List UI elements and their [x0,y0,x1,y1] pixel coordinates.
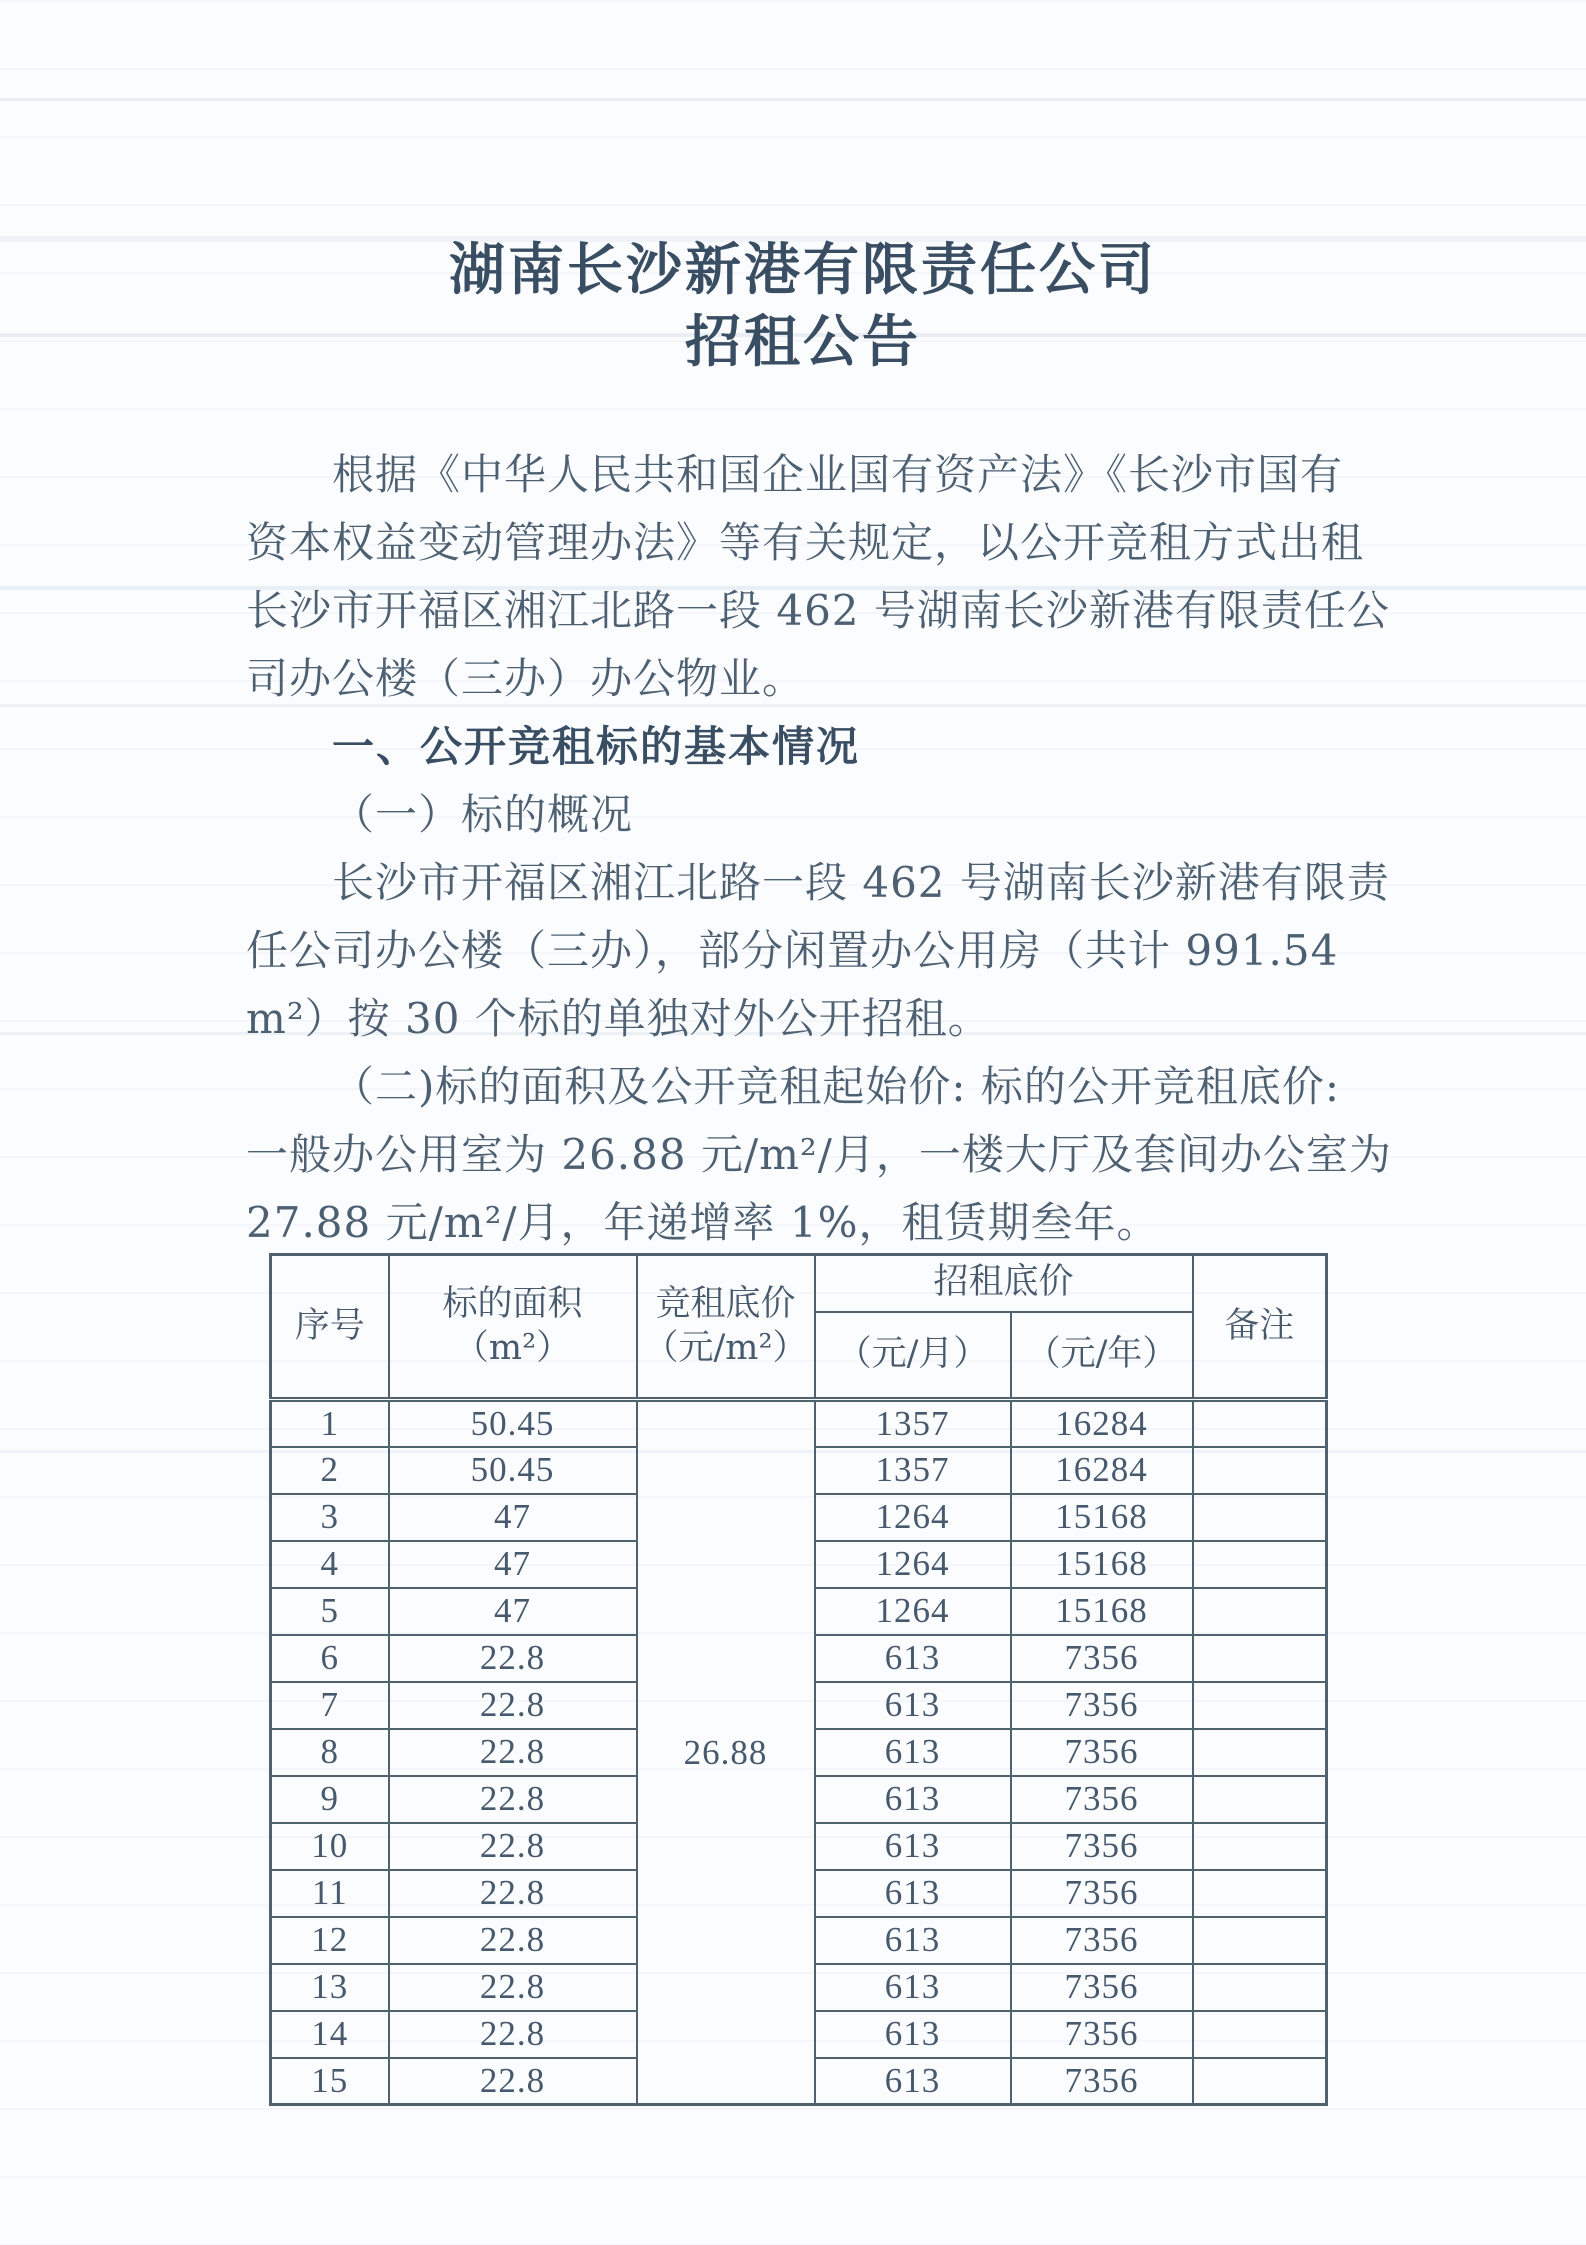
title-notice-type: 招租公告 [685,309,921,375]
cell-year: 7356 [1011,1729,1193,1776]
col-header-remark: 备注 [1193,1255,1327,1400]
body-line: 司办公楼（三办）办公物业。 [246,654,806,703]
cell-remark [1193,1541,1327,1588]
col-header-area [389,1255,637,1400]
cell-year: 15168 [1011,1588,1193,1635]
subsection-heading-1: （一）标的概况 [332,790,634,839]
cell-remark [1193,1400,1327,1447]
cell-month: 613 [815,1635,1011,1682]
cell-year: 15168 [1011,1541,1193,1588]
cell-month: 613 [815,1870,1011,1917]
cell-remark [1193,1447,1327,1494]
body-line: 资本权益变动管理办法》等有关规定，以公开竞租方式出租 [246,518,1365,567]
cell-remark [1193,1729,1327,1776]
cell-month: 613 [815,1917,1011,1964]
cell-year: 7356 [1011,1964,1193,2011]
cell-area: 50.45 [389,1447,637,1494]
body-line: 长沙市开福区湘江北路一段 462 号湖南长沙新港有限责任公 [246,586,1390,635]
cell-remark [1193,1870,1327,1917]
cell-area: 22.8 [389,2011,637,2058]
cell-no: 13 [271,1964,389,2011]
cell-no: 6 [271,1635,389,1682]
cell-no: 1 [271,1400,389,1447]
cell-year: 7356 [1011,1917,1193,1964]
cell-area: 47 [389,1541,637,1588]
cell-month: 1357 [815,1400,1011,1447]
table-row [271,1400,1327,1447]
cell-no: 15 [271,2058,389,2105]
col-header-area-label: 标的面积 [442,1283,583,1324]
cell-area: 22.8 [389,1635,637,1682]
cell-month: 613 [815,1776,1011,1823]
cell-remark [1193,1635,1327,1682]
col-header-seq: 序号 [271,1255,389,1400]
cell-remark [1193,2011,1327,2058]
subsection-heading-2: （二)标的面积及公开竞租起始价: 标的公开竞租底价: [332,1062,1341,1111]
cell-no: 11 [271,1870,389,1917]
col-header-start-price-unit: （元/m²） [643,1327,808,1368]
rental-price-table [269,1253,1328,2106]
cell-month: 1264 [815,1588,1011,1635]
cell-month: 613 [815,1964,1011,2011]
cell-area: 22.8 [389,1776,637,1823]
cell-remark [1193,1776,1327,1823]
cell-year: 7356 [1011,1870,1193,1917]
cell-no: 10 [271,1823,389,1870]
cell-area: 22.8 [389,1964,637,2011]
cell-area: 22.8 [389,1870,637,1917]
cell-no: 8 [271,1729,389,1776]
cell-month: 1264 [815,1541,1011,1588]
cell-year: 7356 [1011,1823,1193,1870]
col-header-start-price-label: 竞租底价 [655,1283,796,1324]
col-header-per-year: （元/年） [1011,1312,1193,1400]
cell-no: 4 [271,1541,389,1588]
cell-year: 7356 [1011,1682,1193,1729]
cell-area: 22.8 [389,1682,637,1729]
cell-month: 613 [815,1823,1011,1870]
col-header-per-month: （元/月） [815,1312,1011,1400]
section-heading-1: 一、公开竞租标的基本情况 [332,722,861,771]
cell-month: 1264 [815,1494,1011,1541]
cell-month: 613 [815,1682,1011,1729]
cell-area: 47 [389,1588,637,1635]
cell-remark [1193,1917,1327,1964]
title-company-name: 湖南长沙新港有限责任公司 [449,237,1157,303]
cell-year: 16284 [1011,1447,1193,1494]
scan-artifact [0,98,1586,101]
cell-no: 3 [271,1494,389,1541]
col-header-price-group: 招租底价 [815,1255,1193,1312]
body-line: 长沙市开福区湘江北路一段 462 号湖南长沙新港有限责 [332,858,1390,907]
cell-year: 7356 [1011,1776,1193,1823]
cell-area: 50.45 [389,1400,637,1447]
cell-remark [1193,1964,1327,2011]
cell-area: 22.8 [389,1917,637,1964]
cell-month: 613 [815,2058,1011,2105]
cell-month: 613 [815,1729,1011,1776]
cell-base-price: 26.88 [637,1400,815,2105]
col-header-area-unit: （m²） [453,1327,572,1368]
cell-remark [1193,1494,1327,1541]
cell-year: 15168 [1011,1494,1193,1541]
cell-remark [1193,1588,1327,1635]
body-line: m²）按 30 个标的单独对外公开招租。 [246,994,991,1043]
rental-table-container [269,1253,1328,2106]
cell-no: 14 [271,2011,389,2058]
cell-month: 613 [815,2011,1011,2058]
body-paragraphs [246,441,1392,1257]
cell-year: 16284 [1011,1400,1193,1447]
body-line: 27.88 元/m²/月，年递增率 1%，租赁期叁年。 [246,1198,1160,1247]
cell-area: 22.8 [389,1729,637,1776]
cell-no: 2 [271,1447,389,1494]
body-line: 任公司办公楼（三办），部分闲置办公用房（共计 991.54 [246,926,1339,975]
cell-year: 7356 [1011,1635,1193,1682]
body-line: 根据《中华人民共和国企业国有资产法》《长沙市国有 [332,450,1344,499]
cell-no: 12 [271,1917,389,1964]
cell-remark [1193,2058,1327,2105]
cell-no: 9 [271,1776,389,1823]
cell-area: 22.8 [389,2058,637,2105]
cell-no: 5 [271,1588,389,1635]
cell-area: 22.8 [389,1823,637,1870]
body-line: 一般办公用室为 26.88 元/m²/月，一楼大厅及套间办公室为 [246,1130,1392,1179]
cell-year: 7356 [1011,2058,1193,2105]
cell-area: 47 [389,1494,637,1541]
cell-remark [1193,1682,1327,1729]
cell-month: 1357 [815,1447,1011,1494]
cell-no: 7 [271,1682,389,1729]
cell-year: 7356 [1011,2011,1193,2058]
col-header-start-price [637,1255,815,1400]
announcement-title [246,234,1360,378]
cell-remark [1193,1823,1327,1870]
